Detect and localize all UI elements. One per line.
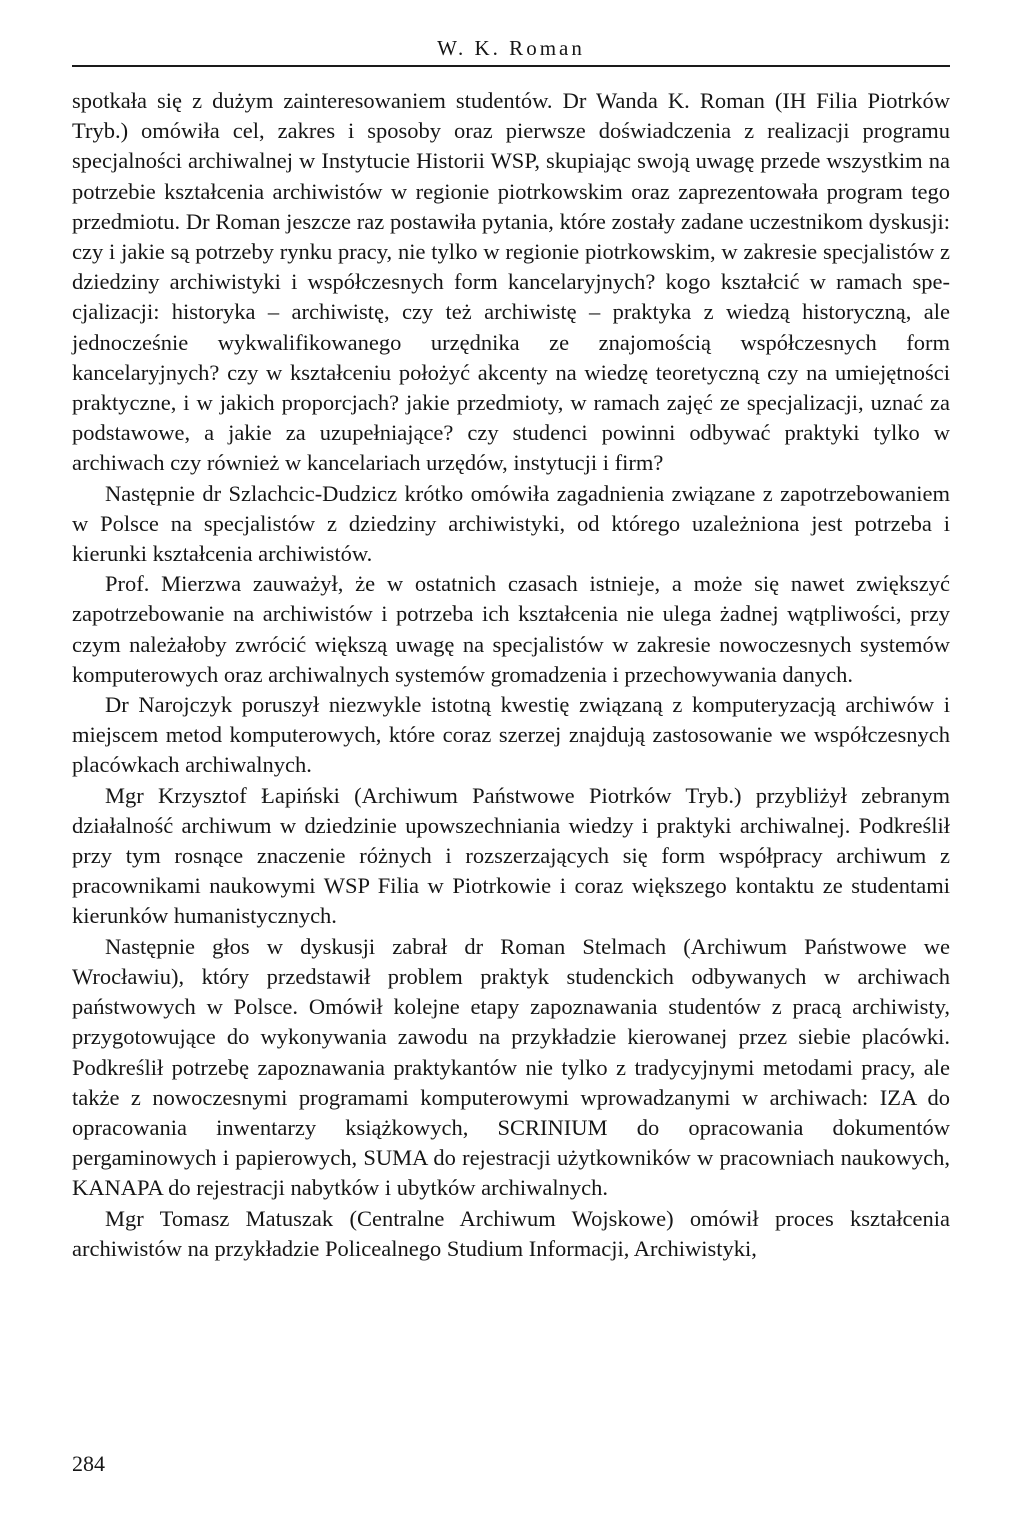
header-rule — [72, 65, 950, 67]
running-header-title: W. K. Roman — [437, 36, 585, 60]
paragraph-4: Dr Narojczyk poruszył niezwykle istotną kwestię związaną z komputeryzacją archiwów i miejscem metod komputerowych, które coraz szerzej znajdują zastosowanie we współczesnych placówkach archiwalnych. — [72, 692, 950, 778]
paragraph-5: Mgr Krzysztof Łapiński (Archiwum Państwowe Piotrków Tryb.) przybliżył zebranym działalność archiwum w dziedzinie upowszechniania wiedzy i praktyki archiwalnej. Podkreślił przy tym rosnące znaczenie różnych i rozszerzających się form współpracy archiwum z pracownikami naukowymi WSP Filia w Piotrkowie i coraz większego kontaktu ze studentami kierunków humanistycznych. — [72, 782, 950, 929]
paragraph-3: Prof. Mierzwa zauważył, że w ostatnich czasach istnieje, a może się nawet zwiększyć zapotrzebowanie na archiwistów i potrzeba ich kształcenia nie ulega żadnej wątpliwości, przy czym należałoby zwrócić większą uwagę na specjalistów w zakresie nowoczesnych systemów komputerowych oraz archiwalnych systemów gromadzenia i przechowywania danych. — [72, 571, 950, 687]
body-text — [72, 86, 950, 1264]
paragraph-2: Następnie dr Szlachcic-Dudzicz krótko omówiła zagadnienia związane z zapotrzebowaniem w Polsce na specjalistów z dziedziny archiwistyki, od którego uzależniona jest potrzeba i kierunki kształcenia archiwistów. — [72, 480, 950, 567]
paragraph-7: Mgr Tomasz Matuszak (Centralne Archiwum Wojskowe) omówił proces kształcenia archiwistów na przykładzie Policealnego Studium Informacji, Archiwistyki, — [72, 1205, 950, 1261]
paragraph-1: spotkała się z dużym zainteresowaniem studentów. Dr Wanda K. Roman (IH Filia Piotrków Tryb.) omówiła cel, zakres i sposoby oraz pierwsze doświadczenia z realizacji programu specjalności archiwalnej w Instytucie Historii WSP, skupiając swoją uwagę przede wszystkim na potrzebie kształcenia archiwistów w regionie piotrkowskim oraz zaprezentowała program tego przedmiotu. Dr Roman jeszcze raz postawiła pytania, które zostały zadane uczestnikom dyskusji: czy i jakie są potrzeby rynku pracy, nie tylko w regionie piotrkowskim, w zakresie specjalistów z dziedziny archiwistyki i współczesnych form kancelaryjnych? kogo kształcić w ramach specjalizacji: historyka – archiwistę, czy też archiwistę – praktyka z wiedzą historyczną, ale jednocześnie wykwalifikowanego urzędnika ze znajomością współczesnych form kancelaryjnych? czy w kształceniu położyć akcenty na wiedzę teoretyczną czy na umiejętności praktyczne, i w jakich proporcjach? jakie przedmioty, w ramach zajęć ze specjalizacji, uznać za podstawowe, a jakie za uzupełniające? czy studenci powinni odbywać praktyki tylko w archiwach czy również w kancelariach urzędów, instytucji i firm? — [72, 88, 950, 476]
page-number: 284 — [72, 1451, 105, 1476]
paragraph-6: Następnie głos w dyskusji zabrał dr Roman Stelmach (Archiwum Państwowe we Wrocławiu), który przedstawił problem praktyk studenckich odbywanych w archiwach państwowych w Polsce. Omówił kolejne etapy zapoznawania studentów z pracą archiwisty, przygotowujące do wykonywania zawodu na przykładzie kierowanej przez siebie placówki. Podkreślił potrzebę zapoznawania praktykantów nie tylko z tradycyjnymi metodami pracy, ale także z nowoczesnymi programami komputerowymi wprowadzanymi w archiwach: IZA do opracowania inwentarzy książkowych, SCRINIUM do opracowania dokumentów pergaminowych i papierowych, SUMA do rejestracji użytkowników w pracowniach naukowych, KANAPA do rejestracji nabytków i ubytków archiwalnych. — [72, 933, 950, 1201]
